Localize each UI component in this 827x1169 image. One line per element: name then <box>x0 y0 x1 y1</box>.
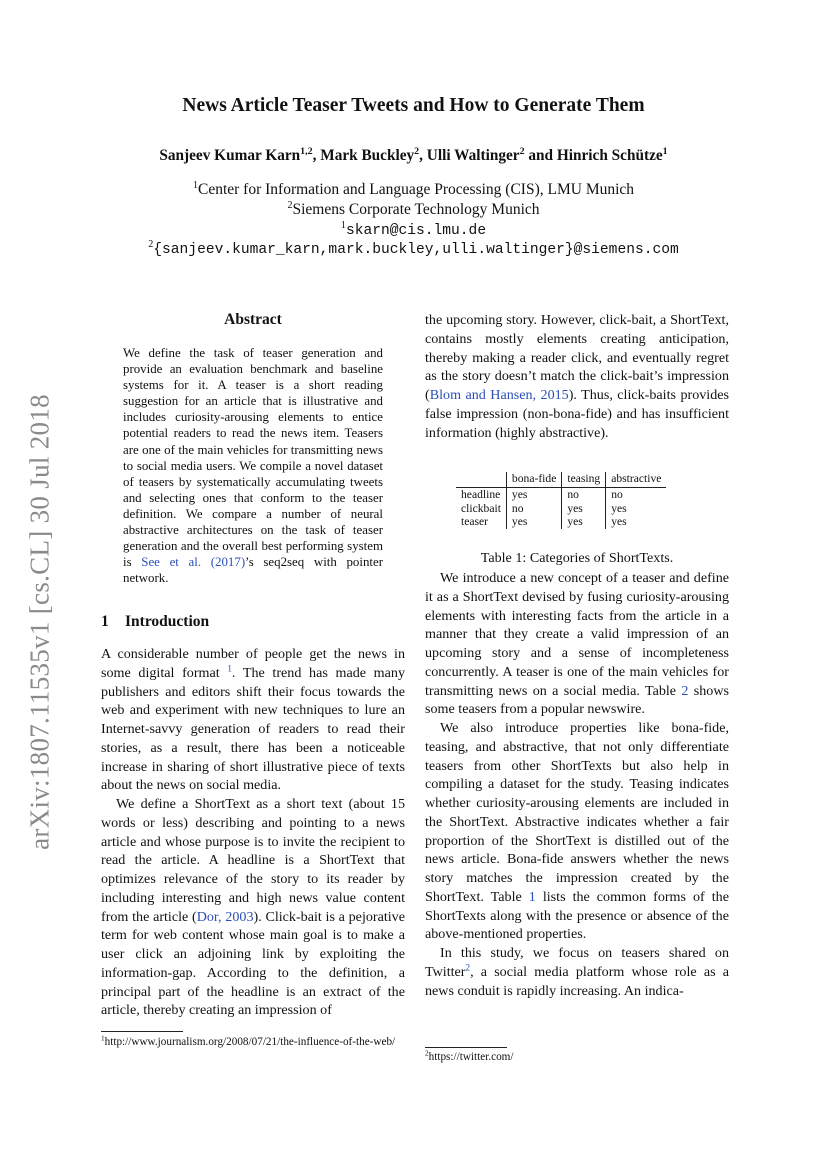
author: Hinrich Schütze$^1$ <box>556 145 668 164</box>
footnote-2: $^2$https://twitter.com/ <box>425 1049 514 1063</box>
affiliation-2: $^2$Siemens Corporate Technology Munich <box>287 199 540 218</box>
paper-title: News Article Teaser Tweets and How to Generate Them <box>182 95 645 116</box>
footnote-rule <box>101 1031 183 1032</box>
footnote-ref[interactable]: 1 <box>227 663 232 674</box>
table-row: teaser yes yes yes <box>456 515 666 529</box>
intro-right-column <box>425 569 729 1000</box>
table-row: clickbait no yes yes <box>456 502 666 516</box>
citation-link[interactable]: Dor, 2003 <box>196 908 254 925</box>
abstract-body: We define the task of teaser generation and provide an evaluation benchmark and baseline systems for it. A teaser is a short reading suggestion for an article that is illustrative and includes curiosity-arousing elements to entice potential readers to read the news item. Teasers are one of the main vehicles for transmitting news to social media users. We compile a novel dataset of teasers by systematically accumulating tweets and selecting ones that conform to the teaser definition. We compare a number of neural abstractive architectures on the task of teaser generation and the overall best performing system is See et al. (2017)’s seq2seq with pointer network. <box>123 346 383 586</box>
paragraph: We define a ShortText as a short text (about 15 words or less) describing and pointing to a news article and whose purpose is to invite the recipient to read the article. A headline is a ShortText that optimizes relevance of the story to its reader by including interesting and high news value content from the article (Dor, 2003). Click-bait is a pejorative term for web content whose main goal is to make a user click an adjoining link by exploiting the information-gap. According to the definition, a principal part of the headline is an extract of the article, thereby creating an impression of <box>101 796 405 1019</box>
categories-table <box>456 472 666 529</box>
affiliation-1: $^1$Center for Information and Language Processing (CIS), LMU Munich <box>192 179 635 198</box>
abstract-heading: Abstract <box>224 311 282 328</box>
intro-left-column <box>101 645 405 1020</box>
paragraph: A considerable number of people get the news in some digital format $^1$. The trend has made many publishers and editors shift their focus towards the web and experiment with new techniques to lure an Internet-savvy generation of readers to read their stories, as a result, there has been a noticeable increase in sharing of short illustrative piece of texts about the news on social media. <box>101 646 405 794</box>
table-header-row: bona-fide teasing abstractive <box>456 472 666 487</box>
footnote-rule <box>425 1047 507 1048</box>
citation-link[interactable]: See et al. (2017) <box>141 555 246 570</box>
right-column-top: the upcoming story. However, click-bait, a ShortText, contains mostly elements creating anticipation, thereby making a reader click, and eventually regret as the story doesn’t match the click-bait’s impression (Blom and Hansen, 2015). Thus, click-baits provides false impression (non-bona-fide) and has insufficient information (highly abstractive). <box>425 312 729 441</box>
footnote-ref[interactable]: 2 <box>465 962 471 973</box>
section-heading: 1 Introduction <box>101 613 210 630</box>
author: Mark Buckley$^2$ <box>320 145 420 164</box>
footnote-1: $^1$http://www.journalism.org/2008/07/21/the-influence-of-the-web/ <box>101 1034 396 1048</box>
email-1: $^1$skarn@cis.lmu.de <box>340 219 487 239</box>
table-row: headline yes no no <box>456 487 666 501</box>
author: Sanjeev Kumar Karn$^{1,2}$ <box>159 145 313 164</box>
citation-link[interactable]: Blom and Hansen, 2015 <box>429 387 569 403</box>
paragraph: We introduce a new concept of a teaser and define it as a ShortText devised by fusing curiosity-arousing elements with interesting facts from the article in a manner that they create a valid impression of an upcoming story and a sense of incompleteness concurrently. A teaser is one of the main vehicles for transmitting news on a social media. Table 2 shows some teasers from a popular newswire. <box>425 570 730 718</box>
email-2: $^2${sanjeev.kumar_karn,mark.buckley,ulli.waltinger}@siemens.com <box>148 238 679 258</box>
table-ref-link[interactable]: 1 <box>528 888 536 905</box>
author-list: Sanjeev Kumar Karn$^{1,2}$, Mark Buckley$^2$, Ulli Waltinger$^2$ and Hinrich Schütze$^1$ <box>159 145 668 164</box>
author: Ulli Waltinger$^2$ <box>426 145 525 164</box>
paragraph: We also introduce properties like bona-fide, teasing, and abstractive, that not only differentiate teasers from other ShortTexts but also help in compiling a dataset for the study. Teasing indicates whether curiosity-arousing elements are included in the ShortText. Abstractive indicates whether a fair proportion of the ShortText is distilled out of the news article. Bona-fide answers whether the news story matches the impression created by the ShortText. Table 1 lists the common forms of the ShortTexts along with the presence or absence of the above-mentioned properties. <box>425 720 729 943</box>
table-ref-link[interactable]: 2 <box>681 682 689 699</box>
paragraph: In this study, we focus on teasers shared on Twitter$^2$, a social media platform whose role as a news conduit is rapidly increasing. An indica- <box>425 945 729 999</box>
arxiv-identifier: arXiv:1807.11535v1 [cs.CL] 30 Jul 2018 <box>24 394 55 850</box>
table-caption: Table 1: Categories of ShortTexts. <box>480 550 674 566</box>
